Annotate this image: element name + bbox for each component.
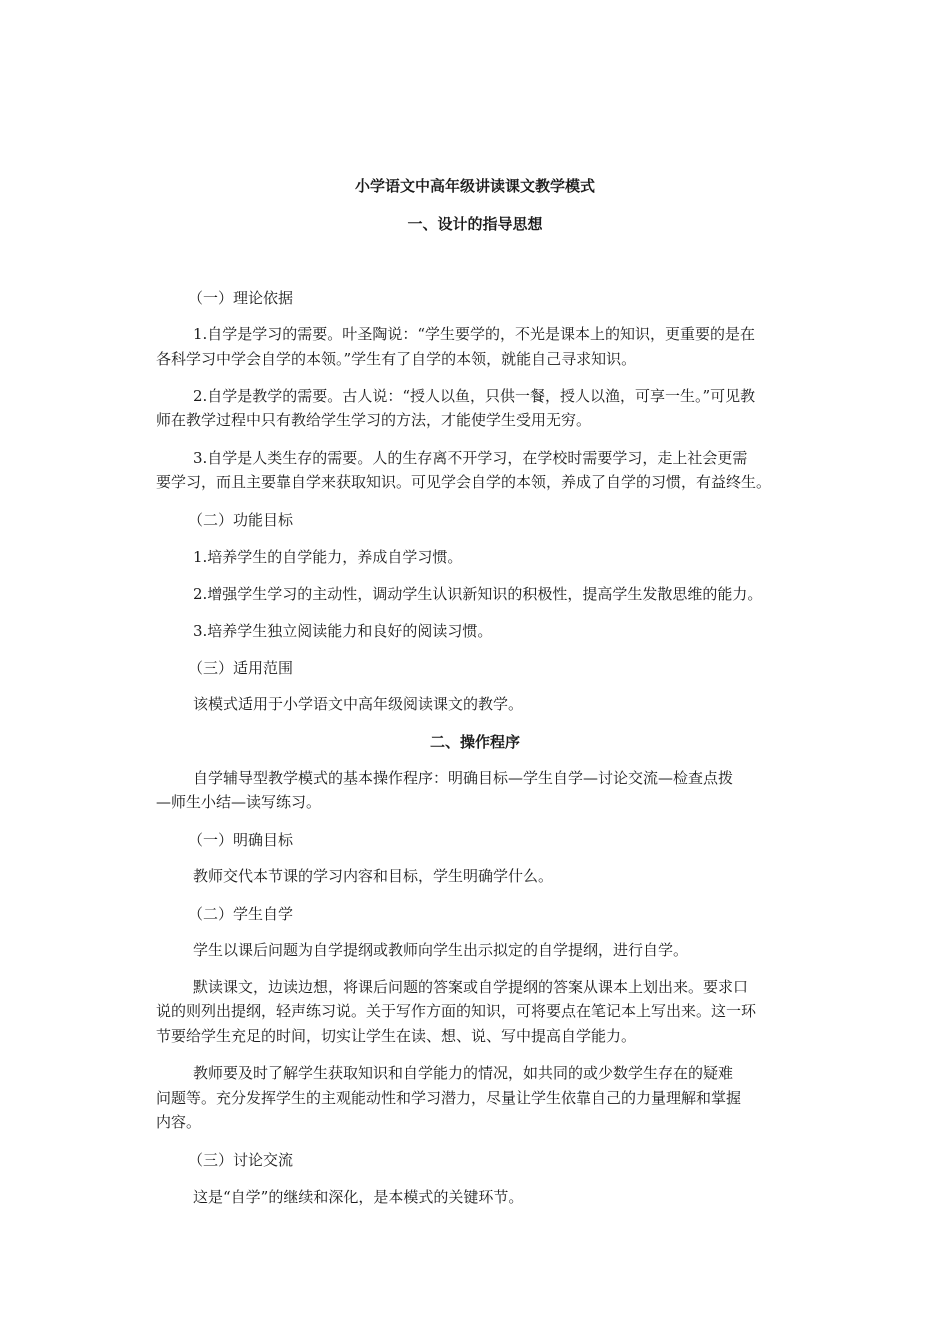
paragraph-line: 学生以课后问题为自学提纲或教师向学生出示拟定的自学提纲，进行自学。 [193, 941, 689, 959]
paragraph-line: 教师要及时了解学生获取知识和自学能力的情况，如共同的或少数学生存在的疑难 [193, 1064, 734, 1082]
paragraph-line: 教师交代本节课的学习内容和目标，学生明确学什么。 [193, 867, 554, 885]
paragraph-line: 该模式适用于小学语文中高年级阅读课文的教学。 [193, 695, 524, 713]
paragraph-line: 自学辅导型教学模式的基本操作程序：明确目标—学生自学—讨论交流—检查点拨 [193, 769, 734, 787]
list-item: 2.增强学生学习的主动性，调动学生认识新知识的积极性，提高学生发散思维的能力。 [193, 585, 763, 603]
paragraph-line: 要学习，而且主要靠自学来获取知识。可见学会自学的本领，养成了自学的习惯，有益终生。 [156, 473, 772, 491]
paragraph-line: 内容。 [156, 1113, 202, 1131]
sub2-heading: （二）功能目标 [188, 511, 294, 529]
paragraph-line: 问题等。充分发挥学生的主观能动性和学习潜力，尽量让学生依靠自己的力量理解和掌握 [156, 1089, 742, 1107]
sub1-heading: （一）明确目标 [188, 831, 294, 849]
paragraph-line: 这是“自学”的继续和深化，是本模式的关键环节。 [193, 1188, 524, 1206]
section1-heading: 一、设计的指导思想 [407, 215, 543, 233]
sub3-heading: （三）讨论交流 [188, 1151, 294, 1169]
sub2-heading: （二）学生自学 [188, 905, 294, 923]
paragraph-line: 3.自学是人类生存的需要。人的生存离不开学习，在学校时需要学习，走上社会更需 [193, 449, 748, 467]
section2-heading: 二、操作程序 [429, 733, 520, 751]
paragraph-line: 说的则列出提纲，轻声练习说。关于写作方面的知识，可将要点在笔记本上写出来。这一环 [156, 1002, 757, 1020]
list-item: 3.培养学生独立阅读能力和良好的阅读习惯。 [193, 622, 493, 640]
paragraph-line: 2.自学是教学的需要。古人说：“授人以鱼，只供一餐，授人以渔，可享一生。”可见教 [193, 387, 756, 405]
paragraph-line: 节要给学生充足的时间，切实让学生在读、想、说、写中提高自学能力。 [156, 1027, 637, 1045]
sub1-heading: （一）理论依据 [188, 289, 294, 307]
paragraph-line: 各科学习中学会自学的本领。”学生有了自学的本领，就能自己寻求知识。 [156, 350, 637, 368]
paragraph-line: 默读课文，边读边想，将课后问题的答案或自学提纲的答案从课本上划出来。要求口 [193, 978, 749, 996]
list-item: 1.培养学生的自学能力，养成自学习惯。 [193, 548, 463, 566]
paragraph-line: 1.自学是学习的需要。叶圣陶说：“学生要学的，不光是课本上的知识，更重要的是在 [193, 325, 755, 343]
sub3-heading: （三）适用范围 [188, 659, 294, 677]
document-title: 小学语文中高年级讲读课文教学模式 [354, 177, 595, 195]
paragraph-line: —师生小结—读写练习。 [156, 793, 322, 811]
paragraph-line: 师在教学过程中只有教给学生学习的方法，才能使学生受用无穷。 [156, 411, 592, 429]
